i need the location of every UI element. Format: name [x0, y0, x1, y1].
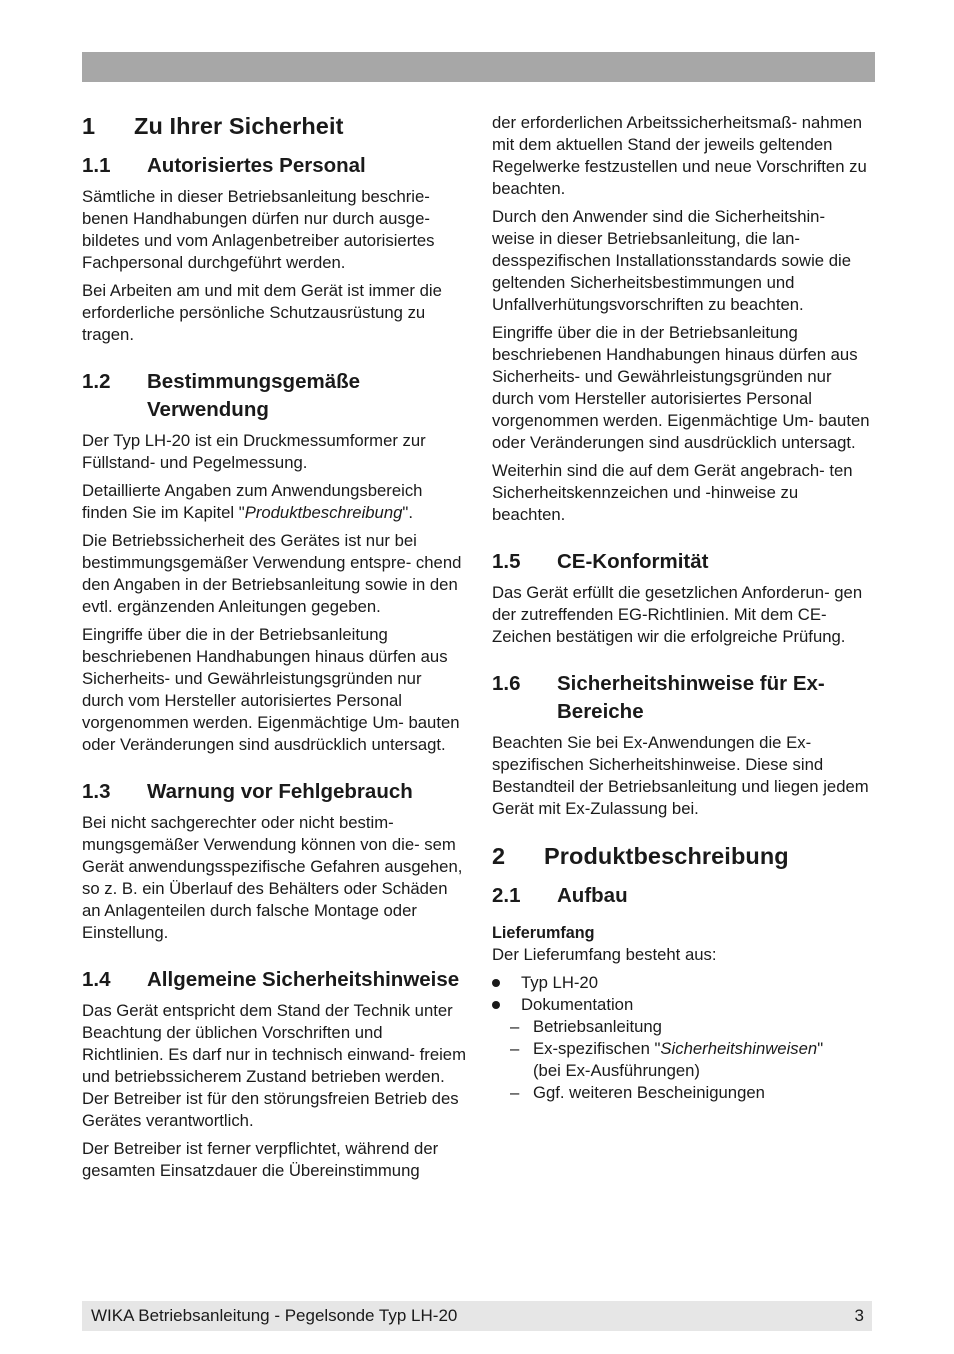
- list-item-text: Ggf. weiteren Bescheinigungen: [533, 1083, 765, 1102]
- section-title: Autorisiertes Personal: [147, 154, 366, 177]
- dash-icon: –: [510, 1039, 520, 1058]
- bullet-list: [492, 972, 872, 1104]
- bullet-icon: [492, 1001, 500, 1009]
- text: ".: [402, 503, 413, 522]
- section-1-2: [82, 368, 467, 756]
- section-number: 2.1: [492, 884, 521, 907]
- section-number: 1.3: [82, 780, 111, 803]
- section-title: Warnung vor Fehlgebrauch: [147, 780, 413, 803]
- section-title: Bestimmungsgemäße Verwendung: [147, 370, 361, 421]
- text: ": [817, 1039, 824, 1058]
- chapter-reference: Produktbeschreibung: [244, 503, 403, 522]
- paragraph: Beachten Sie bei Ex-Anwendungen die Ex- spezifischen Sicherheitshinweise. Diese sind Bestandteil der Betriebsanleitung und liegen jedem Gerät mit Ex-Zulassung bei.: [492, 733, 869, 818]
- section-1-1: [82, 152, 467, 346]
- page-number: 3: [854, 1306, 864, 1325]
- list-item-text: Typ LH-20: [521, 973, 598, 992]
- sub-list: [510, 1016, 872, 1104]
- bullet-icon: [492, 979, 500, 987]
- dash-icon: –: [510, 1083, 520, 1102]
- left-column: [82, 112, 467, 1204]
- paragraph: Das Gerät erfüllt die gesetzlichen Anforderun- gen der zutreffenden EG-Richtlinien. Mit dem CE-Zeichen bestätigen wir die erfolgreiche Prüfung.: [492, 583, 863, 646]
- paragraph: der erforderlichen Arbeitssicherheitsmaß- nahmen mit dem aktuellen Stand der jeweils geltenden Regelwerke festzustellen und neue Vorschriften zu beachten.: [492, 113, 867, 198]
- sub-list-item: [510, 1082, 872, 1104]
- paragraph: Weiterhin sind die auf dem Gerät angebrach- ten Sicherheitskennzeichen und -hinweise zu beachten.: [492, 461, 853, 524]
- paragraph: Bei nicht sachgerechter oder nicht bestim- mungsgemäßer Verwendung können von die- sem Gerät anwendungsspezifische Gefahren ausgehen, so z. B. ein Überlauf des Behälters oder Schäden an Anlagenteilen durch falsche Montage oder Einstellung.: [82, 813, 463, 942]
- page-footer: [82, 1301, 872, 1331]
- dash-icon: –: [510, 1017, 520, 1036]
- section-1-6-heading: [492, 670, 872, 726]
- section-1-4-heading: [82, 966, 467, 994]
- section-number: 1.2: [82, 370, 111, 393]
- section-number: 1.5: [492, 550, 521, 573]
- section-2-1: [492, 882, 872, 1104]
- sub-list-item: [510, 1038, 872, 1082]
- paragraph: Eingriffe über die in der Betriebsanleitung beschriebenen Handhabungen hinaus dürfen aus Sicherheits- und Gewährleistungsgründen nur durch vom Hersteller autorisiertes Personal vorgenommen werden. Eigenmächtige Um- bauten oder Veränderungen sind ausdrücklich untersagt.: [82, 625, 460, 754]
- section-number: 2: [492, 843, 506, 869]
- section-1-4: [82, 966, 467, 1182]
- section-title: Allgemeine Sicherheitshinweise: [147, 968, 460, 991]
- text: Detaillierte Angaben zum Anwendungsbereich finden Sie im Kapitel ": [82, 481, 423, 522]
- section-1-3-heading: [82, 778, 467, 806]
- section-number: 1: [82, 113, 96, 139]
- section-1-4-continued: [492, 112, 872, 526]
- subheading-lieferumfang: Lieferumfang: [492, 924, 595, 942]
- section-title: Produktbeschreibung: [544, 843, 789, 869]
- paragraph: Die Betriebssicherheit des Gerätes ist nur bei bestimmungsgemäßer Verwendung entspre- chend den Angaben in der Betriebsanleitung sowie in den evtl. ergänzenden Anleitungen gegeben.: [82, 531, 462, 616]
- list-item-text: Dokumentation: [521, 995, 634, 1014]
- document-reference: Sicherheitshinweisen: [660, 1039, 818, 1058]
- section-2-1-heading: [492, 882, 872, 910]
- section-title: Sicherheitshinweise für Ex-Bereiche: [557, 672, 825, 723]
- header-bar: [82, 52, 875, 82]
- paragraph: Bei Arbeiten am und mit dem Gerät ist immer die erforderliche persönliche Schutzausrüstung zu tragen.: [82, 281, 442, 344]
- paragraph: [82, 480, 467, 524]
- section-1-6: [492, 670, 872, 820]
- paragraph: Der Typ LH-20 ist ein Druckmessumformer zur Füllstand- und Pegelmessung.: [82, 431, 426, 472]
- paragraph: Der Lieferumfang besteht aus:: [492, 945, 717, 964]
- section-title: Zu Ihrer Sicherheit: [134, 113, 344, 139]
- section-title: CE-Konformität: [557, 550, 709, 573]
- right-column: [492, 112, 872, 1126]
- section-1-2-heading: [82, 368, 467, 424]
- text: Ex-spezifischen ": [533, 1039, 661, 1058]
- section-2-heading: [492, 842, 872, 870]
- section-title: Aufbau: [557, 884, 628, 907]
- section-1-3: [82, 778, 467, 944]
- paragraph: Sämtliche in dieser Betriebsanleitung beschrie- benen Handhabungen dürfen nur durch ausge- bildetes und vom Anlagenbetreiber autorisiertes Fachpersonal durchgeführt werden.: [82, 187, 435, 272]
- paragraph: Das Gerät entspricht dem Stand der Technik unter Beachtung der üblichen Vorschriften und Richtlinien. Es darf nur in technisch einwand- freiem und betriebssicherem Zustand betrieben werden. Der Betreiber ist für den störungsfreien Betrieb des Gerätes verantwortlich.: [82, 1001, 466, 1130]
- text: (bei Ex-Ausführungen): [533, 1061, 700, 1080]
- list-item: [492, 994, 872, 1104]
- section-1-1-heading: [82, 152, 467, 180]
- footer-title: WIKA Betriebsanleitung - Pegelsonde Typ LH-20: [91, 1306, 458, 1325]
- section-1-5-heading: [492, 548, 872, 576]
- list-item-text: Betriebsanleitung: [533, 1017, 662, 1036]
- list-item: [492, 972, 872, 994]
- paragraph: Eingriffe über die in der Betriebsanleitung beschriebenen Handhabungen hinaus dürfen aus Sicherheits- und Gewährleistungsgründen nur durch vom Hersteller autorisiertes Personal vorgenommen werden. Eigenmächtige Um- bauten oder Veränderungen sind ausdrücklich untersagt.: [492, 323, 870, 452]
- section-number: 1.6: [492, 672, 521, 695]
- section-number: 1.4: [82, 968, 111, 991]
- paragraph: Der Betreiber ist ferner verpflichtet, während der gesamten Einsatzdauer die Übereinstimmung: [82, 1139, 439, 1180]
- section-1-heading: [82, 112, 467, 140]
- paragraph: Durch den Anwender sind die Sicherheitshin- weise in dieser Betriebsanleitung, die lan- desspezifischen Installationsstandards sowie die geltenden Sicherheitsbestimmungen und Unfallverhütungsvorschriften zu beachten.: [492, 207, 851, 314]
- section-1-5: [492, 548, 872, 648]
- sub-list-item: [510, 1016, 872, 1038]
- section-number: 1.1: [82, 154, 111, 177]
